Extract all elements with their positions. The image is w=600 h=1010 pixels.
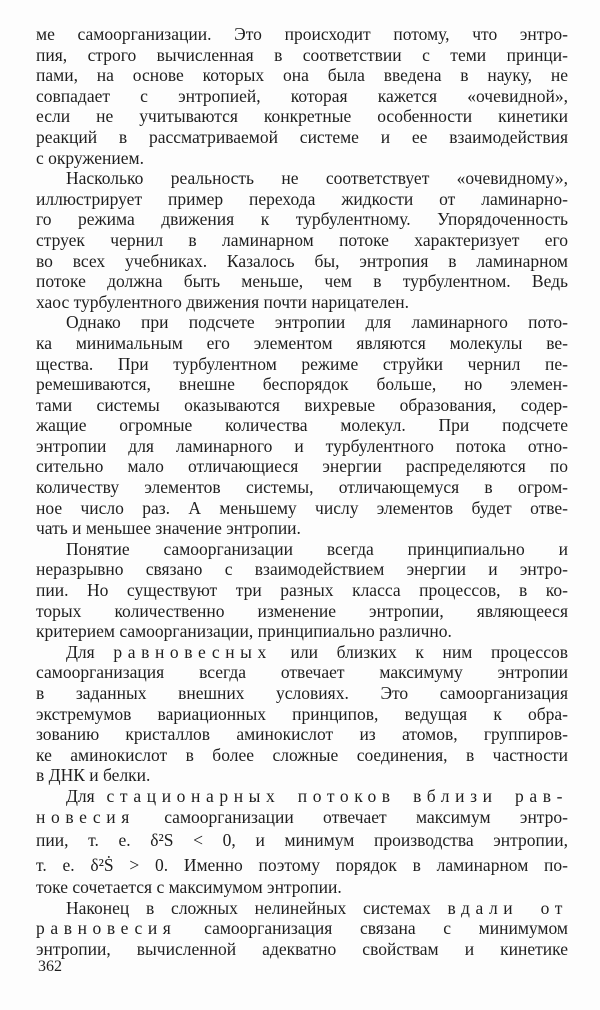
text-line: критерием самоорганизации, принципиально различно. [36, 621, 452, 642]
text-line: неразрывно связано с взаимодействием энергии и энтро- [36, 559, 568, 580]
paragraph [36, 168, 568, 312]
spaced-emphasis: новесия [36, 806, 135, 827]
text-line: щества. При турбулентном режиме струйки чернил пе- [36, 353, 568, 374]
text-line: если не учитываются конкретные особенности кинетики [36, 106, 568, 127]
text-line: энтропии, вычисленной адекватно свойствам и кинетике [36, 938, 568, 959]
page-text [36, 24, 568, 960]
text-line: совпадает с энтропией, которая кажется «очевидной», [36, 85, 568, 106]
text-segment: самоорганизация связана с минимумом [176, 918, 568, 939]
text-line: в заданных внешних условиях. Это самоорганизация [36, 683, 568, 703]
text-line: энтропии для ламинарного и турбулентного потока отно- [36, 435, 568, 456]
text-line: Насколько реальность не соответствует «очевидному», [66, 168, 568, 189]
paragraph [36, 24, 568, 168]
text-line: хаос турбулентного движения почти нарицателен. [36, 291, 409, 312]
text-line: потоке должна быть меньше, чем в турбулентном. Ведь [36, 271, 568, 292]
text-line: пами, на основе которых она была введена в науку, не [36, 65, 568, 86]
text-line: жащие огромные количества молекул. При подсчете [36, 415, 568, 436]
text-segment: Для [66, 641, 114, 662]
text-line: токе сочетается с максимумом энтропии. [36, 877, 342, 898]
text-line: струек чернил в ламинарном потоке характеризует его [36, 229, 568, 250]
text-line: в ДНК и белки. [36, 765, 151, 786]
text-line: экстремумов вариационных принципов, ведущая к обра- [36, 703, 568, 724]
spaced-emphasis: вдали от [447, 897, 568, 918]
text-line: количеству элементов системы, отличающемуся в огром- [36, 477, 568, 498]
text-line: с окружением. [36, 147, 145, 168]
text-line: т. е. δ²Ṡ > 0. Именно поэтому порядок в ламинарном по- [36, 855, 568, 876]
text-line: реакций в рассматриваемой системе и ее взаимодействия [36, 126, 568, 147]
text-line: самоорганизация всегда отвечает максимуму энтропии [36, 662, 568, 683]
text-line: ме самоорганизации. Это происходит потому, что энтро- [36, 24, 568, 44]
text-line: ка минимальным его элементом являются молекулы ве- [36, 332, 568, 353]
text-line: сительно мало отличающиеся энергии распределяются по [36, 456, 568, 477]
text-segment: самоорганизации отвечает максимум энтро- [134, 806, 568, 827]
spaced-emphasis: равновесных [113, 641, 272, 662]
text-line [36, 642, 568, 663]
text-line: ное число раз. А меньшему числу элементов будет отве- [36, 497, 568, 518]
text-line: тами системы оказываются вихревые образования, содер- [36, 394, 568, 415]
text-segment: Для [66, 785, 107, 806]
text-line: ремешиваются, внешне беспорядок больше, но элемен- [36, 374, 568, 395]
text-line: Понятие самоорганизации всегда принципиально и [66, 538, 568, 559]
text-line [36, 786, 568, 807]
page-number: 362 [38, 958, 62, 975]
paragraph [36, 539, 568, 642]
paragraph [36, 312, 568, 539]
paragraph [36, 786, 568, 898]
text-line: зованию кристаллов аминокислот из атомов, группиров- [36, 724, 568, 745]
text-line: Однако при подсчете энтропии для ламинарного пото- [66, 312, 568, 333]
text-segment: или близких к ним процессов [271, 641, 568, 662]
text-line: ке аминокислот в более сложные соединения, в частности [36, 744, 568, 765]
spaced-emphasis: равновесия [36, 918, 177, 939]
text-line: го режима движения к турбулентному. Упорядоченность [36, 209, 568, 230]
text-line: пии. Но существуют три разных класса процессов, в ко- [36, 580, 568, 601]
text-line: во всех учебниках. Казалось бы, энтропия в ламинарном [36, 250, 568, 271]
text-line: пии, т. е. δ²S < 0, и минимум производства энтропии, [36, 830, 568, 851]
text-line [36, 918, 568, 939]
spaced-emphasis: стационарных потоков вблизи рав- [106, 785, 568, 806]
text-line: пия, строго вычисленная в соответствии с теми принци- [36, 44, 568, 65]
text-line: иллюстрирует пример перехода жидкости от ламинарно- [36, 188, 568, 209]
text-line: торых количественно изменение энтропии, являющееся [36, 600, 568, 621]
text-segment: Наконец в сложных нелинейных системах [66, 897, 448, 918]
paragraph [36, 898, 568, 960]
text-line: чать и меньшее значение энтропии. [36, 518, 301, 539]
paragraph [36, 642, 568, 786]
text-line [36, 898, 568, 919]
text-line [36, 807, 568, 828]
